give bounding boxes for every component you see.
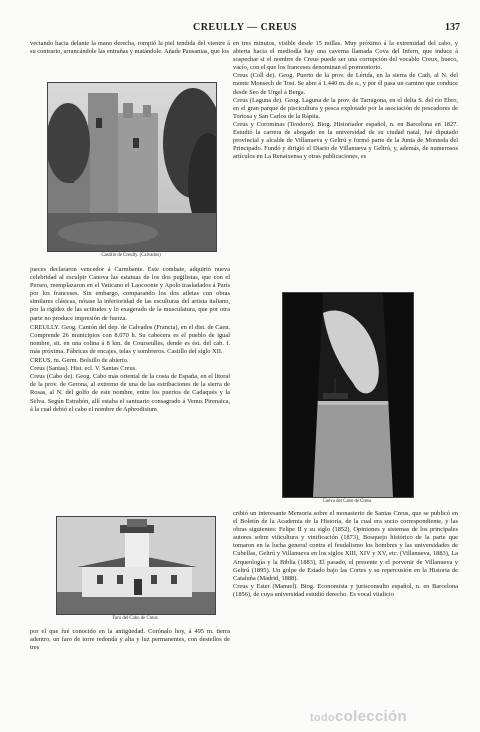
entry-creus-coll: Creus (Coll de). Geog. Puerto de la prov. de Lérida, en la sierra de Cadi, al N. del monte Monsech de Tost. Se abre á 1.440 m. de a., y por él pasa un camino que conduce desde Seo de Urgel á Berga.: [233, 72, 458, 96]
entry-creus-laguna: Creus (Laguna de). Geog. Laguna de la prov. de Tarragona, en el delta S. del río Ebro, en el gran parque de piscicultura y pesca explotado por la asociación de pescadores de Tortosa y San Carlos de la Rápita.: [233, 96, 458, 120]
entry-creus-cabo: Creus (Cabo de). Geog. Cabo más oriental de la costa de España, en el litoral de la prov. de Gerona, al extremo de una de las estribaciones de la sierra de Rosas, al N. del golfo de este nombre, entre los puertos de Cadaqués y la Selva. Según Estrabón, allí estaba el santuario consagrado á Venus Pirenaica, á la cual debió el cabo el nombre de Aphrodisium: [30, 373, 230, 413]
paragraph: jueces declararon vencedor á Carmbante. Este combate, adquirió nueva celebridad al esculpir Canova las estatuas de los dos pugilistas, que con el Perseo, reemplazaron en el Vaticano el Laocoonte y Apolo trasladados á París por los franceses. Sin embargo, comparando los dos atletas con obras similares clásicas, nótase la inferioridad de las esculturas del artista italiano, por la rigidez de las actitudes y lo exagerado de la musculatura, que por otra parte no produce impresión de fuerza.: [30, 266, 230, 322]
watermark-logo: [310, 708, 407, 725]
entry-creus: CREUS. m. Germ. Bolsillo de abierto.: [30, 357, 129, 365]
paragraph: en tres minutos, visible desde 15 millas. Muy próximo á la extremidad del cabo, y abierta hacia el mediodía hay una caverna llamada Cova del Infern, que induce á sospechar si el nombre de Creus puede ser una corrupción del vocablo Creux, hueco, vacío, con el que los franceses denominan el promontorio.: [233, 40, 458, 72]
lighthouse-illustration: [57, 517, 215, 614]
cave-caption: Cueva del Cabo de Creus: [322, 499, 372, 504]
cave-illustration: [283, 293, 413, 497]
castle-caption: Castillo de Creully. (Calvados): [101, 253, 161, 258]
castle-illustration: [48, 83, 216, 251]
running-title: CREULLY — CREUS: [192, 22, 297, 33]
watermark-prefix: todo: [310, 712, 336, 724]
cave-photo: [282, 292, 414, 498]
right-column-bottom-text: [233, 510, 458, 599]
entry-creus-santas: Creus (Santas). Hist. ecl. V. Santas Creus.: [30, 365, 137, 373]
entry-creully: CREULLY. Geog. Cantón del dep. de Calvados (Francia), en el dist. de Caen. Comprende 26 municipios con 8.070 h. Su cabecera es el pueblo de igual nombre, sit. en una colina á 8 km. de Courseulles, dende es ést. del cab. f. más próxima. Fábricas de encajes, telas y sombreros. Castillo del siglo XII.: [30, 323, 230, 355]
lighthouse-caption: Faro del Cabo de Creus: [112, 616, 158, 621]
page-header: [30, 22, 460, 36]
left-column-top-text: [30, 40, 230, 56]
castle-photo: [47, 82, 217, 252]
right-column-top-text: [233, 40, 458, 161]
paragraph: cribió un interesante Memoria sobre el monasterio de Santas Creus, que se publicó en el Boletín de la Academia de la Historia, de la cual era socio correspondiente, y las obras siguientes: Felipe II y su siglo (1852), Opiniones y sistemas de los principales autores sobre viticultura y vinificación (1873), Bosquejo histórico de la parte que tomaron en la lucha general contra el feudalismo los hombres y las universidades de Cubellas, Geltrú y Villanueva en los siglos XIII, XIV y XV, etc. (Villanueva, 1883), La Arqueología y la Biblia (1883), El pasado, el presente y el porvenir de Villanueva y Geltrú (1895). Un golpe de Estado bajo las Cortes y su repercusión en la Historia de Cataluña (Madrid, 1888).: [233, 510, 458, 582]
left-column-middle-text: [30, 266, 230, 414]
paragraph: por el que fué conocido en la antigüedad. Corónalo hoy, á 495 m. tierra adentro, un faro de torre redonda y alta y luz permanentes, con destellos de tres: [30, 628, 230, 652]
paragraph: vectando hacia delante la mano derecha, rompió la piel tendida del vientre á su contrario, arrancándole las entrañas y matándole. Añade Pausanias, que los: [30, 40, 230, 56]
lighthouse-photo: [56, 516, 216, 615]
page-number: 137: [445, 22, 460, 33]
entry-creus-corominas: Creus y Corominas (Teodoro). Biog. Historiador español, n. en Barcelona en 1827. Estudió la carrera de abogado en la universidad de su ciudad natal, fué diputado provincial y alcalde de Villanueva y Geltrú y formó parte de la Junta de Monteda del Principado. Fundó y dirigió el Diario de Villanueva y Geltrú, y, además, de numerosos artículos en La Renaixensa y otras publicaciones, es: [233, 120, 458, 161]
entry-creus-ester: Creus y Ester (Manuel). Biog. Economista y jurisconsulto español, n. en Barcelona (1856), de cuya universidad estudió derecho. Es vocal vitalicio: [233, 582, 458, 598]
watermark-brand: colección: [335, 708, 407, 725]
left-column-bottom-text: [30, 628, 230, 652]
